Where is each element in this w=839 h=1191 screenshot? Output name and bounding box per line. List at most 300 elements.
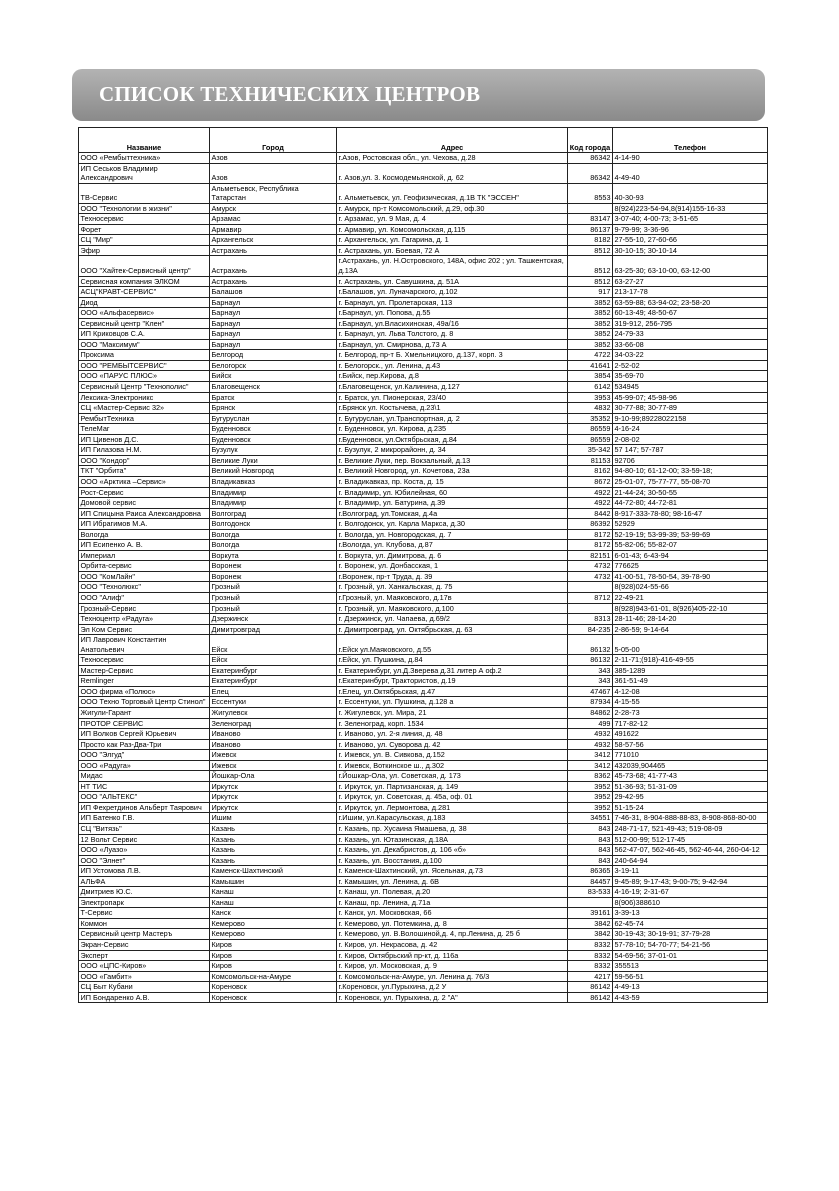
- cell-phone: 8(906)388610: [613, 897, 768, 908]
- table-row: [79, 845, 768, 856]
- cell-address: г. Астрахань, ул. Боевая, 72 А: [337, 245, 568, 256]
- cell-address: г. Киров, Октябрьский пр-кт, д. 116а: [337, 950, 568, 961]
- cell-code: 4732: [568, 561, 613, 572]
- table-row: [79, 153, 768, 164]
- cell-phone: 240-64-94: [613, 855, 768, 866]
- cell-name: Техноцентр «Радуга»: [79, 614, 210, 625]
- table-row: [79, 950, 768, 961]
- cell-address: г. Воронеж, ул. Донбасская, 1: [337, 561, 568, 572]
- cell-phone: 6-01-43; 6-43-94: [613, 550, 768, 561]
- cell-name: ИП Есипенко А. В.: [79, 540, 210, 551]
- cell-code: 84-235: [568, 624, 613, 635]
- cell-code: 8182: [568, 235, 613, 246]
- table-row: [79, 371, 768, 382]
- table-row: [79, 382, 768, 393]
- cell-address: г. Кемерово, ул. Потемкина, д. 8: [337, 918, 568, 929]
- cell-city: Каменск-Шахтинский: [210, 866, 337, 877]
- cell-city: Иваново: [210, 729, 337, 740]
- cell-address: г. Зеленоград, корп. 1534: [337, 718, 568, 729]
- table-row: [79, 287, 768, 298]
- table-row: [79, 214, 768, 225]
- cell-code: 843: [568, 845, 613, 856]
- table-row: [79, 455, 768, 466]
- cell-city: Балашов: [210, 287, 337, 298]
- cell-code: [568, 603, 613, 614]
- cell-name: ИП Волков Сергей Юрьевич: [79, 729, 210, 740]
- cell-address: г. Грозный, ул. Ханкальская, д. 75: [337, 582, 568, 593]
- cell-name: ООО «Рембыттехника»: [79, 153, 210, 164]
- table-row: [79, 750, 768, 761]
- cell-name: ООО «Радуга»: [79, 760, 210, 771]
- cell-address: г.Волгоград, ул.Томская, д.4а: [337, 508, 568, 519]
- cell-phone: 776625: [613, 561, 768, 572]
- cell-code: 3412: [568, 750, 613, 761]
- cell-city: Барнаул: [210, 318, 337, 329]
- cell-code: 4217: [568, 971, 613, 982]
- cell-address: г.Барнаул, ул. Попова, д.55: [337, 308, 568, 319]
- table-row: [79, 592, 768, 603]
- cell-code: 4832: [568, 403, 613, 414]
- cell-code: 86392: [568, 519, 613, 530]
- cell-city: Астрахань: [210, 245, 337, 256]
- cell-address: г. Братск, ул. Пионерская, 23/40: [337, 392, 568, 403]
- cell-address: г. Арзамас, ул. 9 Мая, д. 4: [337, 214, 568, 225]
- cell-name: ООО фирма «Полюс»: [79, 686, 210, 697]
- cell-name: Мидас: [79, 771, 210, 782]
- cell-code: 8332: [568, 961, 613, 972]
- table-row: [79, 635, 768, 655]
- cell-address: г. Иркутск, ул. Партизанская, д. 149: [337, 781, 568, 792]
- cell-code: 3412: [568, 760, 613, 771]
- cell-phone: 4-49-13: [613, 982, 768, 993]
- cell-address: г. Владикавказ, пр. Коста, д. 15: [337, 476, 568, 487]
- cell-code: 6142: [568, 382, 613, 393]
- cell-address: г. Иркутск, ул. Советская, д. 45а, оф. 01: [337, 792, 568, 803]
- cell-address: г.Ейск ул.Маяковского, д.55: [337, 635, 568, 655]
- cell-address: г. Каменск-Шахтинский, ул. Ясельная, д.73: [337, 866, 568, 877]
- cell-name: Эл Ком Сервис: [79, 624, 210, 635]
- cell-phone: 55-82-06; 55-82-07: [613, 540, 768, 551]
- cell-city: Кореновск: [210, 992, 337, 1003]
- cell-code: [568, 582, 613, 593]
- cell-code: 86137: [568, 224, 613, 235]
- cell-address: г. Белогорск., ул. Ленина, д.43: [337, 360, 568, 371]
- cell-phone: 562-47-07, 562-46-45, 562-46-44, 260-04-12: [613, 845, 768, 856]
- cell-address: г.Вологда, ул. Клубова, д.87: [337, 540, 568, 551]
- cell-city: Астрахань: [210, 256, 337, 276]
- cell-name: ООО "РЕМБЫТСЕРВИС": [79, 360, 210, 371]
- table-row: [79, 297, 768, 308]
- cell-code: 4722: [568, 350, 613, 361]
- table-row: [79, 508, 768, 519]
- table-row: [79, 571, 768, 582]
- table-row: [79, 792, 768, 803]
- cell-phone: 63-25-30; 63-10-00, 63-12-00: [613, 256, 768, 276]
- cell-name: Домовой сервис: [79, 498, 210, 509]
- cell-name: Сервисный центр "Клен": [79, 318, 210, 329]
- cell-code: 8512: [568, 245, 613, 256]
- cell-city: Барнаул: [210, 329, 337, 340]
- cell-name: СЦ Быт Кубани: [79, 982, 210, 993]
- cell-phone: 9-79-99; 3-36-96: [613, 224, 768, 235]
- cell-code: 47467: [568, 686, 613, 697]
- cell-address: г. Великий Новгород, ул. Кочетова, 23а: [337, 466, 568, 477]
- cell-city: Казань: [210, 834, 337, 845]
- table-row: [79, 771, 768, 782]
- cell-address: г. Димитровград, ул. Октябрьская, д. 63: [337, 624, 568, 635]
- cell-city: Кемерово: [210, 929, 337, 940]
- cell-phone: 4-16-24: [613, 424, 768, 435]
- cell-code: 3842: [568, 918, 613, 929]
- cell-city: Волгодонск: [210, 519, 337, 530]
- cell-address: г.Барнаул, ул. Смирнова, д.73 А: [337, 339, 568, 350]
- cell-city: Воркута: [210, 550, 337, 561]
- table-row: [79, 582, 768, 593]
- cell-address: г. Казань, ул. Ютазинская, д.18А: [337, 834, 568, 845]
- cell-city: Воронеж: [210, 561, 337, 572]
- cell-code: 4932: [568, 739, 613, 750]
- table-row: [79, 487, 768, 498]
- cell-code: 8712: [568, 592, 613, 603]
- table-row: [79, 561, 768, 572]
- cell-phone: 4-49-40: [613, 163, 768, 183]
- cell-code: 3842: [568, 929, 613, 940]
- cell-city: Киров: [210, 950, 337, 961]
- cell-address: г. Альметьевск, ул. Геофизическая, д.1В ТК "ЭССЕН": [337, 183, 568, 203]
- table-row: [79, 203, 768, 214]
- cell-phone: 30-77-88; 30-77-89: [613, 403, 768, 414]
- cell-code: 86142: [568, 992, 613, 1003]
- cell-city: Бугуруслан: [210, 413, 337, 424]
- cell-phone: 44-72-80; 44-72-81: [613, 498, 768, 509]
- cell-phone: 33-66-08: [613, 339, 768, 350]
- cell-phone: 213-17-78: [613, 287, 768, 298]
- cell-code: 4932: [568, 729, 613, 740]
- table-row: [79, 971, 768, 982]
- cell-name: ИП Батенко Г.В.: [79, 813, 210, 824]
- table-row: [79, 308, 768, 319]
- cell-name: ООО "Алиф": [79, 592, 210, 603]
- cell-name: ТелеМаг: [79, 424, 210, 435]
- cell-code: 3852: [568, 297, 613, 308]
- cell-address: г.Бийск, пер.Кирова, д.8: [337, 371, 568, 382]
- cell-address: г. Ижевск, Воткинское ш., д.302: [337, 760, 568, 771]
- cell-name: Жигули-Гарант: [79, 707, 210, 718]
- cell-name: ООО "Максимум": [79, 339, 210, 350]
- header-code: Код города: [568, 128, 613, 153]
- cell-address: г. Вологда, ул. Новгородская, д. 7: [337, 529, 568, 540]
- cell-phone: 5-05-00: [613, 635, 768, 655]
- table-row: [79, 929, 768, 940]
- cell-name: Т-Сервис: [79, 908, 210, 919]
- cell-name: ИП Гилазова Н.М.: [79, 445, 210, 456]
- cell-code: 83-533: [568, 887, 613, 898]
- cell-address: г. Белгород, пр-т Б. Хмельницкого, д.137, корп. 3: [337, 350, 568, 361]
- cell-name: Техносервис: [79, 655, 210, 666]
- cell-phone: 60-13-49; 48-50-67: [613, 308, 768, 319]
- cell-code: 917: [568, 287, 613, 298]
- cell-city: Владикавказ: [210, 476, 337, 487]
- cell-name: СЦ "Мир": [79, 235, 210, 246]
- cell-code: 4732: [568, 571, 613, 582]
- cell-address: г.Ишим, ул.Карасульская, д.183: [337, 813, 568, 824]
- cell-phone: 8(928)024-55-66: [613, 582, 768, 593]
- cell-phone: 35-69-70: [613, 371, 768, 382]
- cell-name: ООО "Хайтек-Сервисный центр": [79, 256, 210, 276]
- cell-address: г. Казань, ул. Восстания, д.100: [337, 855, 568, 866]
- cell-phone: 2-28-73: [613, 707, 768, 718]
- cell-address: г. Кемерово, ул. В.Волошиной,д. 4, пр.Ленина, д. 25 б: [337, 929, 568, 940]
- cell-city: Бийск: [210, 371, 337, 382]
- cell-city: Иваново: [210, 739, 337, 750]
- table-row: [79, 318, 768, 329]
- cell-city: Кемерово: [210, 918, 337, 929]
- cell-name: Форет: [79, 224, 210, 235]
- cell-name: ИП Устомова Л.В.: [79, 866, 210, 877]
- table-row: [79, 686, 768, 697]
- cell-address: г. Канаш, пр. Ленина, д.71а: [337, 897, 568, 908]
- cell-code: 8332: [568, 950, 613, 961]
- cell-name: ИП Сеськов Владимир Александрович: [79, 163, 210, 183]
- cell-code: 86342: [568, 163, 613, 183]
- table-row: [79, 940, 768, 951]
- cell-city: Вологда: [210, 529, 337, 540]
- table-row: [79, 834, 768, 845]
- table-row: [79, 434, 768, 445]
- cell-city: Владимир: [210, 487, 337, 498]
- cell-address: г. Жигулевск, ул. Мира, 21: [337, 707, 568, 718]
- cell-phone: 3-39-13: [613, 908, 768, 919]
- cell-name: ООО "Технологии в жизни": [79, 203, 210, 214]
- cell-phone: 7-46-31, 8-904-888-88-83, 8-908-868-80-00: [613, 813, 768, 824]
- cell-city: Киров: [210, 961, 337, 972]
- table-row: [79, 245, 768, 256]
- cell-name: Сервисный Центр "Технополис": [79, 382, 210, 393]
- cell-city: Екатеринбург: [210, 665, 337, 676]
- table-row: [79, 235, 768, 246]
- cell-phone: 512-00-99; 512-17-45: [613, 834, 768, 845]
- cell-code: 35-342: [568, 445, 613, 456]
- cell-address: г. Армавир, ул. Комсомольская, д.115: [337, 224, 568, 235]
- cell-address: г. Бугуруслан, ул.Транспортная, д. 2: [337, 413, 568, 424]
- cell-name: ТКТ "Орбита": [79, 466, 210, 477]
- table-row: [79, 961, 768, 972]
- cell-name: Экран-Сервис: [79, 940, 210, 951]
- cell-code: 8672: [568, 476, 613, 487]
- cell-address: г.Барнаул, ул.Власихинская, 49а/16: [337, 318, 568, 329]
- cell-address: г. Азов,ул. 3. Космодемьянской, д. 62: [337, 163, 568, 183]
- cell-name: Орбита-сервис: [79, 561, 210, 572]
- cell-name: ООО «Альфасервис»: [79, 308, 210, 319]
- cell-name: СЦ «Мастер-Сервис 32»: [79, 403, 210, 414]
- cell-city: Бузулук: [210, 445, 337, 456]
- table-row: [79, 813, 768, 824]
- table-row: [79, 224, 768, 235]
- cell-name: ООО Техно Торговый Центр Стинол": [79, 697, 210, 708]
- cell-phone: 54-69-56; 37-01-01: [613, 950, 768, 961]
- cell-city: Ейск: [210, 655, 337, 666]
- cell-city: Грозный: [210, 592, 337, 603]
- cell-city: Барнаул: [210, 297, 337, 308]
- cell-city: Ейск: [210, 635, 337, 655]
- cell-address: г. Астрахань, ул. Савушкина, д. 51А: [337, 276, 568, 287]
- cell-phone: 4-15-55: [613, 697, 768, 708]
- table-header-row: [79, 128, 768, 153]
- cell-address: г.Астрахань, ул. Н.Островского, 148А, офис 202 ; ул. Ташкентская, д.13А: [337, 256, 568, 276]
- table-row: [79, 982, 768, 993]
- cell-city: Казань: [210, 845, 337, 856]
- cell-address: г.Екатеринбург, Трактористов, д.19: [337, 676, 568, 687]
- cell-address: г. Архангельск, ул. Гагарина, д. 1: [337, 235, 568, 246]
- cell-city: Комсомольск-на-Амуре: [210, 971, 337, 982]
- cell-code: 4922: [568, 498, 613, 509]
- cell-address: г.Йошкар-Ола, ул. Советская, д. 173: [337, 771, 568, 782]
- table-row: [79, 476, 768, 487]
- cell-code: 86559: [568, 424, 613, 435]
- cell-code: 82151: [568, 550, 613, 561]
- header-address: Адрес: [337, 128, 568, 153]
- cell-phone: 62-45-74: [613, 918, 768, 929]
- cell-code: 8442: [568, 508, 613, 519]
- cell-phone: 534945: [613, 382, 768, 393]
- cell-address: г. Казань, пр. Хусаина Ямашева, д. 38: [337, 824, 568, 835]
- cell-code: 84457: [568, 876, 613, 887]
- header-phone: Телефон: [613, 128, 768, 153]
- cell-city: Великие Луки: [210, 455, 337, 466]
- table-row: [79, 276, 768, 287]
- table-row: [79, 665, 768, 676]
- cell-name: ООО "Элгуд": [79, 750, 210, 761]
- table-row: [79, 739, 768, 750]
- table-row: [79, 908, 768, 919]
- cell-city: Йошкар-Ола: [210, 771, 337, 782]
- cell-address: г. Амурск, пр-т Комсомольский, д.29, оф.30: [337, 203, 568, 214]
- table-row: [79, 360, 768, 371]
- cell-city: Иркутск: [210, 781, 337, 792]
- cell-phone: 45-73-68; 41-77-43: [613, 771, 768, 782]
- table-row: [79, 392, 768, 403]
- cell-code: 34551: [568, 813, 613, 824]
- cell-phone: 3-19-11: [613, 866, 768, 877]
- cell-address: г. Барнаул, ул. Льва Толстого, д. 8: [337, 329, 568, 340]
- cell-name: Дмитриев Ю.С.: [79, 887, 210, 898]
- cell-phone: 432039,904465: [613, 760, 768, 771]
- table-row: [79, 697, 768, 708]
- cell-address: г. Бузулук, 2 микрорайонн, д. 34: [337, 445, 568, 456]
- table-row: [79, 603, 768, 614]
- cell-phone: 8-917-333-78-80; 98-16-47: [613, 508, 768, 519]
- table-row: [79, 918, 768, 929]
- cell-name: Эфир: [79, 245, 210, 256]
- cell-code: 3952: [568, 802, 613, 813]
- cell-name: 12 Вольт Сервис: [79, 834, 210, 845]
- cell-phone: 4-12-08: [613, 686, 768, 697]
- cell-name: ИП Цивенов Д.С.: [79, 434, 210, 445]
- cell-city: Дзержинск: [210, 614, 337, 625]
- cell-city: Димитровград: [210, 624, 337, 635]
- cell-address: г.Кореновск, ул.Пурыхина, д.2 У: [337, 982, 568, 993]
- cell-city: Канаш: [210, 897, 337, 908]
- cell-address: г. Барнаул, ул. Пролетарская, 113: [337, 297, 568, 308]
- cell-city: Грозный: [210, 603, 337, 614]
- cell-address: г. Казань, ул. Декабристов, д. 106 «б»: [337, 845, 568, 856]
- cell-code: [568, 203, 613, 214]
- cell-name: Эксперт: [79, 950, 210, 961]
- cell-phone: 24-79-33: [613, 329, 768, 340]
- cell-name: ИП Лаврович Константин Анатольевич: [79, 635, 210, 655]
- cell-address: г. Камышин, ул. Ленина, д. 6В: [337, 876, 568, 887]
- cell-city: Вологда: [210, 540, 337, 551]
- cell-address: г.Воронеж, пр-т Труда, д. 39: [337, 571, 568, 582]
- cell-name: Лексика-Электроникс: [79, 392, 210, 403]
- table-row: [79, 802, 768, 813]
- cell-name: ИП Ибрагимов М.А.: [79, 519, 210, 530]
- cell-name: АЛЬФА: [79, 876, 210, 887]
- cell-city: Барнаул: [210, 339, 337, 350]
- cell-name: ИП Фехретдинов Альберт Таярович: [79, 802, 210, 813]
- cell-city: Иркутск: [210, 792, 337, 803]
- cell-city: Канск: [210, 908, 337, 919]
- cell-address: г.Ейск, ул. Пушкина, д.84: [337, 655, 568, 666]
- cell-code: 3852: [568, 329, 613, 340]
- cell-address: г. Киров, ул. Некрасова, д. 42: [337, 940, 568, 951]
- cell-city: Киров: [210, 940, 337, 951]
- cell-phone: 51-15-24: [613, 802, 768, 813]
- cell-name: ООО «Гамбит»: [79, 971, 210, 982]
- cell-city: Зеленоград: [210, 718, 337, 729]
- cell-name: ООО «Луазо»: [79, 845, 210, 856]
- cell-code: 3952: [568, 792, 613, 803]
- cell-name: ПРОТОР СЕРВИС: [79, 718, 210, 729]
- cell-address: г. Буденновск, ул. Кирова, д.235: [337, 424, 568, 435]
- cell-code: 8332: [568, 940, 613, 951]
- cell-city: Белгород: [210, 350, 337, 361]
- cell-name: СЦ "Витязь": [79, 824, 210, 835]
- table-row: [79, 256, 768, 276]
- cell-address: г. Владимир, ул. Батурина, д.39: [337, 498, 568, 509]
- cell-name: РембытТехника: [79, 413, 210, 424]
- cell-code: 843: [568, 834, 613, 845]
- table-row: [79, 413, 768, 424]
- table-row: [79, 183, 768, 203]
- cell-address: г. Канаш, ул. Полевая, д.20: [337, 887, 568, 898]
- cell-city: Альметьевск, Республика Татарстан: [210, 183, 337, 203]
- cell-address: г. Дзержинск, ул. Чапаева, д.69/2: [337, 614, 568, 625]
- cell-phone: 63-59-88; 63-94-02; 23-58-20: [613, 297, 768, 308]
- cell-name: Просто как Раз-Два-Три: [79, 739, 210, 750]
- cell-name: Сервисный центр Мастеръ: [79, 929, 210, 940]
- cell-address: г.Буденновск, ул.Октябрьская, д.84: [337, 434, 568, 445]
- table-row: [79, 466, 768, 477]
- cell-city: Ессентуки: [210, 697, 337, 708]
- table-row: [79, 760, 768, 771]
- cell-address: г.Брянск ул. Костычева, д.23\1: [337, 403, 568, 414]
- cell-address: г. Волгодонск, ул. Карла Маркса, д.30: [337, 519, 568, 530]
- table-row: [79, 519, 768, 530]
- cell-phone: 34-03-22: [613, 350, 768, 361]
- table-row: [79, 866, 768, 877]
- cell-city: Братск: [210, 392, 337, 403]
- cell-name: ООО "Кондор": [79, 455, 210, 466]
- table-row: [79, 676, 768, 687]
- cell-code: 3852: [568, 339, 613, 350]
- cell-code: 3953: [568, 392, 613, 403]
- cell-phone: 361-51-49: [613, 676, 768, 687]
- cell-city: Брянск: [210, 403, 337, 414]
- cell-city: Иркутск: [210, 802, 337, 813]
- cell-name: ООО "КомЛайн": [79, 571, 210, 582]
- cell-phone: 21-44-24; 30-50-55: [613, 487, 768, 498]
